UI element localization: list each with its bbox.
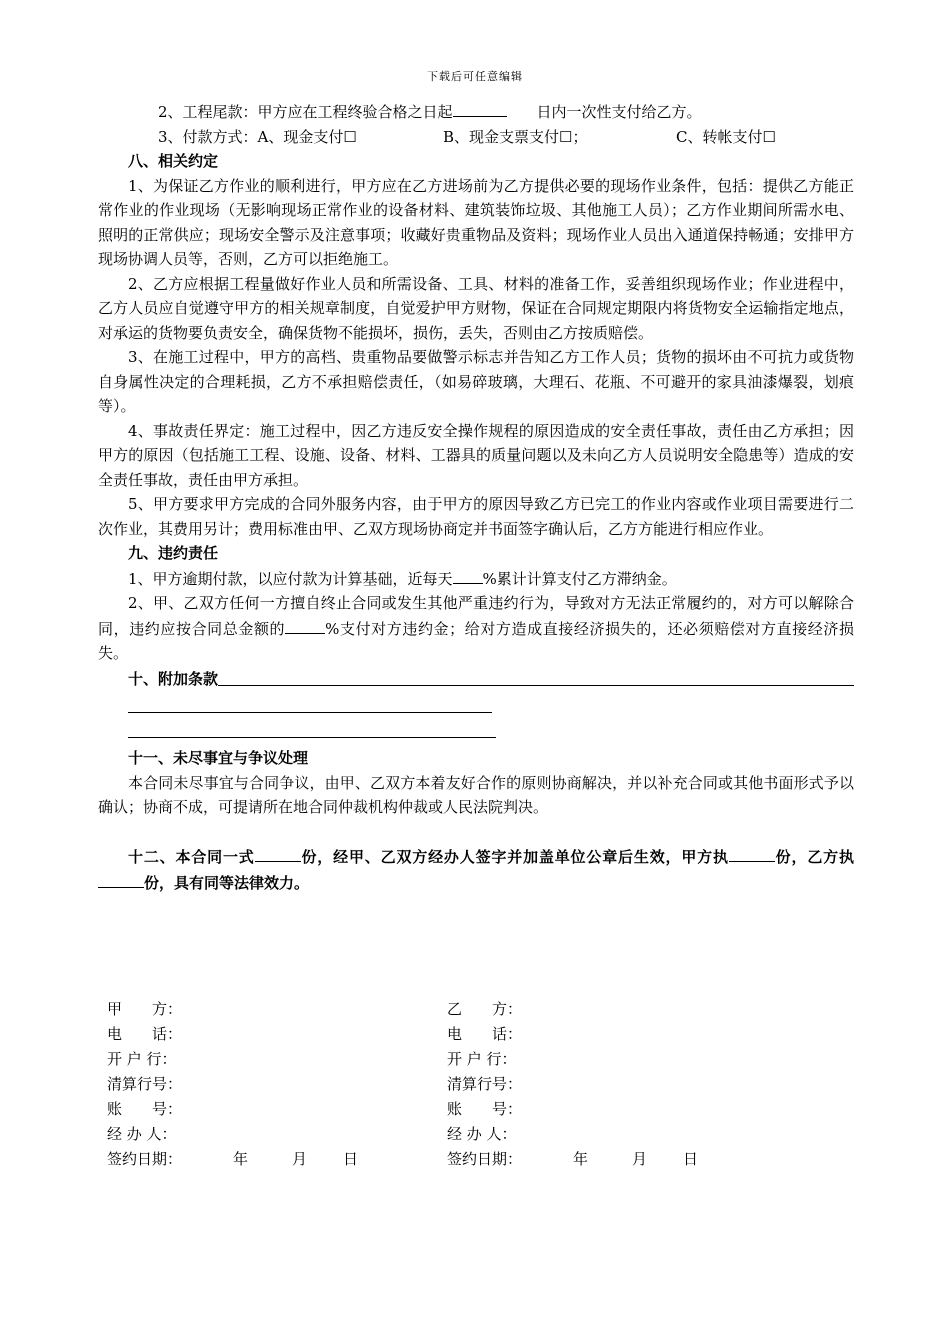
payment-method-c: C、转帐支付☐ (676, 127, 776, 146)
blank-copies-b (98, 870, 144, 888)
blank-penalty-rate (285, 616, 325, 634)
section9-title: 九、违约责任 (128, 544, 219, 562)
addendum-line-2 (128, 712, 492, 713)
sig-b-clearing: 清算行号： (447, 1075, 523, 1093)
sig-a-party: 甲 方： (107, 1000, 183, 1018)
section8-p5: 5、甲方要求甲方完成的合同外服务内容，由于甲方的原因导致乙方已完工的作业内容或作业项目需要进行二次作业，其费用另计；费用标准由甲、乙双方现场协商定并书面签字确认后，乙方方能进行相应作业。 (98, 495, 854, 538)
section9-p1 (98, 566, 854, 592)
blank-days (453, 99, 507, 117)
section8-p2: 2、乙方应根据工程量做好作业人员和所需设备、工具、材料的准备工作，妥善组织现场作业；作业进程中，乙方人员应自觉遵守甲方的相关规章制度，自觉爱护甲方财物，保证在合同规定期限内将货物安全运输指定地点，对承运的货物要负责安全，确保货物不能损坏，损伤，丢失，否则由乙方按质赔偿。 (98, 274, 854, 342)
payment-final-text: 2、工程尾款：甲方应在工程终验合格之日起 (158, 103, 453, 121)
sig-b-date (447, 1147, 698, 1172)
section9-p2b: %支付对方违约金；给对方造成直接经济损失的，还必须赔偿对方直接经济损失。 (98, 619, 854, 662)
sig-b-agent: 经 办 人： (447, 1125, 517, 1143)
sig-b-day: 日 (683, 1150, 699, 1168)
addendum-line-3 (128, 737, 496, 738)
section8-p4: 4、事故责任界定：施工过程中，因乙方违反安全操作规程的原因造成的安全责任事故，责任由乙方承担；因甲方的原因（包括施工工程、设施、设备、材料、工器具的质量问题以及未向乙方人员说明安全隐患等）造成的安全责任事故，责任由甲方承担。 (98, 421, 854, 489)
section12-d: 份，具有同等法律效力。 (144, 873, 310, 892)
section9-p2a: 2、甲、乙双方任何一方擅自终止合同或发生其他严重违约行为，导致对方无法正常履约的，对方可以解除合同，违约应按合同总金额的 (98, 594, 854, 638)
payment-final (98, 99, 854, 125)
sig-a-account: 账 号： (107, 1100, 183, 1118)
sig-a-agent: 经 办 人： (107, 1125, 177, 1143)
section9-p2 (98, 591, 854, 666)
blank-copies (255, 844, 301, 862)
section10-title: 十、附加条款 (128, 669, 219, 688)
contract-body (98, 99, 854, 896)
payment-method-a: 3、付款方式：A、现金支付☐ (158, 127, 357, 146)
section8-p3: 3、在施工过程中，甲方的高档、贵重物品要做警示标志并告知乙方工作人员；货物的损坏由不可抗力或货物自身属性决定的合理耗损，乙方不承担赔偿责任，（如易碎玻璃，大理石、花瓶、不可避开的家具油漆爆裂，划痕等）。 (98, 348, 854, 415)
section11-title: 十一、未尽事宜与争议处理 (128, 749, 309, 767)
sig-b-party: 乙 方： (447, 1000, 523, 1018)
sig-b-year: 年 (573, 1150, 589, 1168)
section12-b: 份，经甲、乙双方经办人签字并加盖单位公章后生效，甲方执 (300, 847, 729, 866)
blank-late-rate (453, 566, 483, 584)
section9-p1a: 1、甲方逾期付款，以应付款为计算基础，近每天 (128, 569, 453, 588)
section8-p1: 1、为保证乙方作业的顺利进行，甲方应在乙方进场前为乙方提供必要的现场作业条件，包括：提供乙方能正常作业的作业现场（无影响现场正常作业的设备材料、建筑装饰垃圾、其他施工人员）；乙方作业期间所需水电、照明的正常供应；现场安全警示及注意事项；收藏好贵重物品及资料；现场作业人员出入通道保持畅通；安排甲方现场协调人员等，否则，乙方可以拒绝施工。 (98, 176, 854, 268)
signature-party-a (107, 997, 358, 1172)
section12-a: 十二、本合同一式 (128, 847, 255, 866)
sig-b-month: 月 (632, 1150, 648, 1168)
section10-row (98, 667, 854, 692)
section12-text (98, 844, 854, 896)
signature-party-b (447, 997, 698, 1172)
blank-copies-a (729, 844, 775, 862)
sig-a-month: 月 (292, 1150, 308, 1168)
section12-c: 份，乙方执 (774, 847, 854, 866)
sig-a-bank: 开 户 行： (107, 1050, 177, 1068)
sig-b-date-label: 签约日期： (447, 1150, 523, 1168)
payment-method (98, 125, 854, 150)
sig-b-bank: 开 户 行： (447, 1050, 517, 1068)
sig-a-year: 年 (233, 1150, 249, 1168)
sig-a-date (107, 1147, 358, 1172)
page-header: 下载后可任意编辑 (427, 70, 523, 83)
section8-title: 八、相关约定 (128, 152, 219, 170)
addendum-line-1 (218, 685, 854, 686)
sig-a-phone: 电 话： (107, 1025, 183, 1043)
sig-a-date-label: 签约日期： (107, 1150, 183, 1168)
sig-a-day: 日 (343, 1150, 359, 1168)
payment-method-b: B、现金支票支付☐； (443, 127, 588, 146)
section11-p1: 本合同未尽事宜与合同争议，由甲、乙双方本着友好合作的原则协商解决，并以补充合同或其他书面形式予以确认；协商不成，可提请所在地合同仲裁机构仲裁或人民法院判决。 (98, 773, 854, 816)
payment-final-end: 日内一次性支付给乙方。 (536, 103, 702, 121)
sig-b-phone: 电 话： (447, 1025, 523, 1043)
sig-a-clearing: 清算行号： (107, 1075, 183, 1093)
sig-b-account: 账 号： (447, 1100, 523, 1118)
section9-p1b: %累计计算支付乙方滞纳金。 (482, 569, 677, 588)
